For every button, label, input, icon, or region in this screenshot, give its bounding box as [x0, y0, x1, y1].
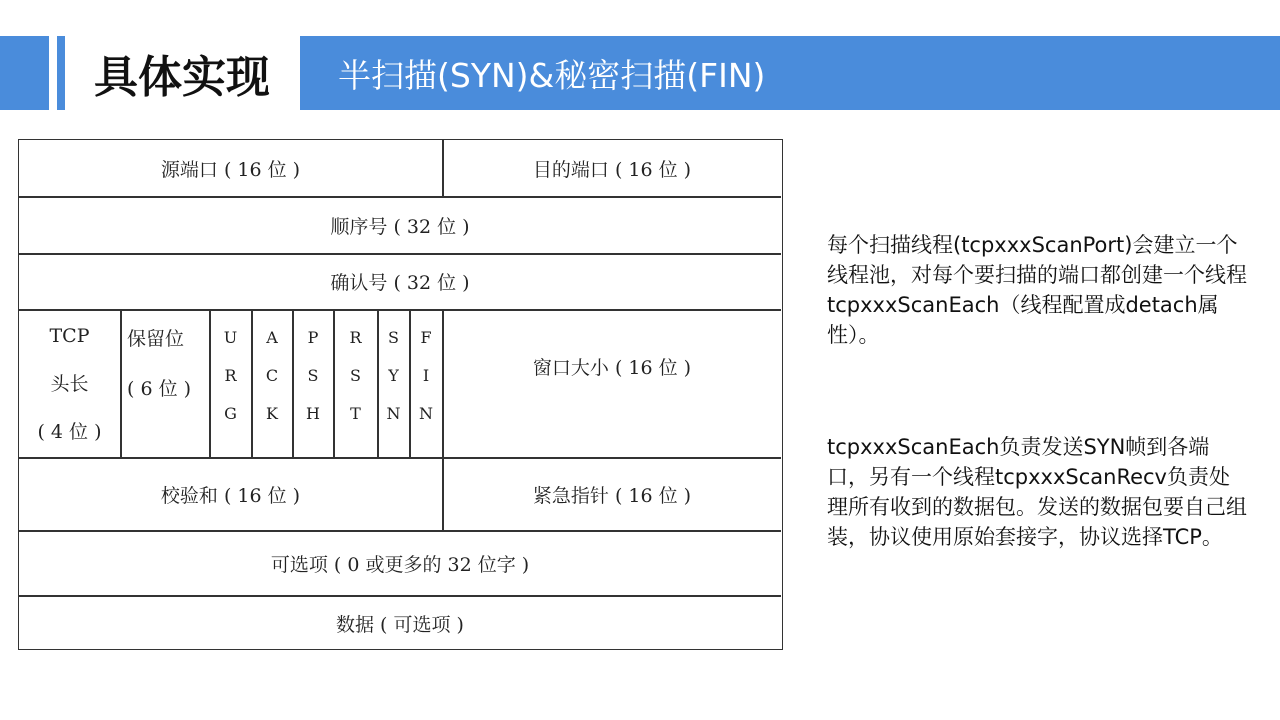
- flag-letter: R: [224, 366, 237, 385]
- flag-letter: A: [266, 328, 278, 347]
- header-length-field: [19, 311, 120, 457]
- flag-letter: R: [349, 328, 362, 347]
- flag-letter: H: [306, 404, 320, 423]
- flag-letter: S: [307, 366, 319, 385]
- flag-letter: C: [265, 366, 279, 385]
- src-port-field: 源端口 ( 16 位 ): [160, 158, 301, 181]
- note-thread-pool: 每个扫描线程(tcpxxxScanPort)会建立一个线程池，对每个要扫描的端口都创建一个线程tcpxxxScanEach（线程配置成detach属性）。: [827, 233, 1247, 347]
- flag-psh: [293, 311, 333, 457]
- header-length-line: ( 4 位 ): [37, 421, 102, 443]
- urgent-pointer-field: 紧急指针 ( 16 位 ): [532, 485, 692, 507]
- ack-number-field: 确认号 ( 32 位 ): [330, 272, 470, 294]
- seq-number-field: 顺序号 ( 32 位 ): [330, 215, 470, 238]
- section-subtitle: 半扫描(SYN)&秘密扫描(FIN): [338, 55, 766, 95]
- flag-urg: [210, 311, 251, 457]
- tcp-header-diagram: [18, 139, 783, 650]
- flag-letter: G: [224, 404, 237, 423]
- flag-letter: F: [420, 328, 432, 347]
- data-field: 数据 ( 可选项 ): [336, 613, 464, 636]
- header-accent-stripe: [57, 36, 65, 110]
- flag-letter: I: [422, 366, 430, 385]
- flag-letter: S: [350, 366, 361, 385]
- flag-rst: [334, 311, 377, 457]
- page-title: 具体实现: [94, 52, 270, 103]
- flag-letter: N: [386, 404, 401, 423]
- window-size-field: 窗口大小 ( 16 位 ): [532, 356, 692, 379]
- reserved-line: ( 6 位 ): [127, 378, 192, 400]
- flag-fin: [410, 311, 442, 457]
- flag-letter: Y: [388, 366, 399, 385]
- note-scan-each: tcpxxxScanEach负责发送SYN帧到各端口，另有一个线程tcpxxxScanRecv负责处理所有收到的数据包。发送的数据包要自己组装，协议使用原始套接字，协议选择TCP。: [827, 435, 1247, 549]
- options-field: 可选项 ( 0 或更多的 32 位字 ): [270, 554, 530, 576]
- dst-port-field: 目的端口 ( 16 位 ): [532, 158, 692, 181]
- header-length-line: 头长: [50, 373, 89, 395]
- flag-ack: [252, 311, 292, 457]
- flag-letter: S: [388, 328, 399, 347]
- flag-syn: [378, 311, 409, 457]
- flag-letter: K: [266, 404, 278, 423]
- flag-letter: P: [307, 328, 319, 347]
- header-length-line: TCP: [49, 325, 90, 347]
- reserved-field: [121, 311, 209, 457]
- reserved-line: 保留位: [127, 328, 185, 350]
- header-accent-bar: [0, 36, 49, 110]
- checksum-field: 校验和 ( 16 位 ): [160, 485, 301, 507]
- section-subtitle-bar: [300, 36, 1280, 110]
- flag-letter: U: [223, 328, 238, 347]
- flag-letter: N: [419, 404, 433, 423]
- flag-letter: T: [350, 404, 361, 423]
